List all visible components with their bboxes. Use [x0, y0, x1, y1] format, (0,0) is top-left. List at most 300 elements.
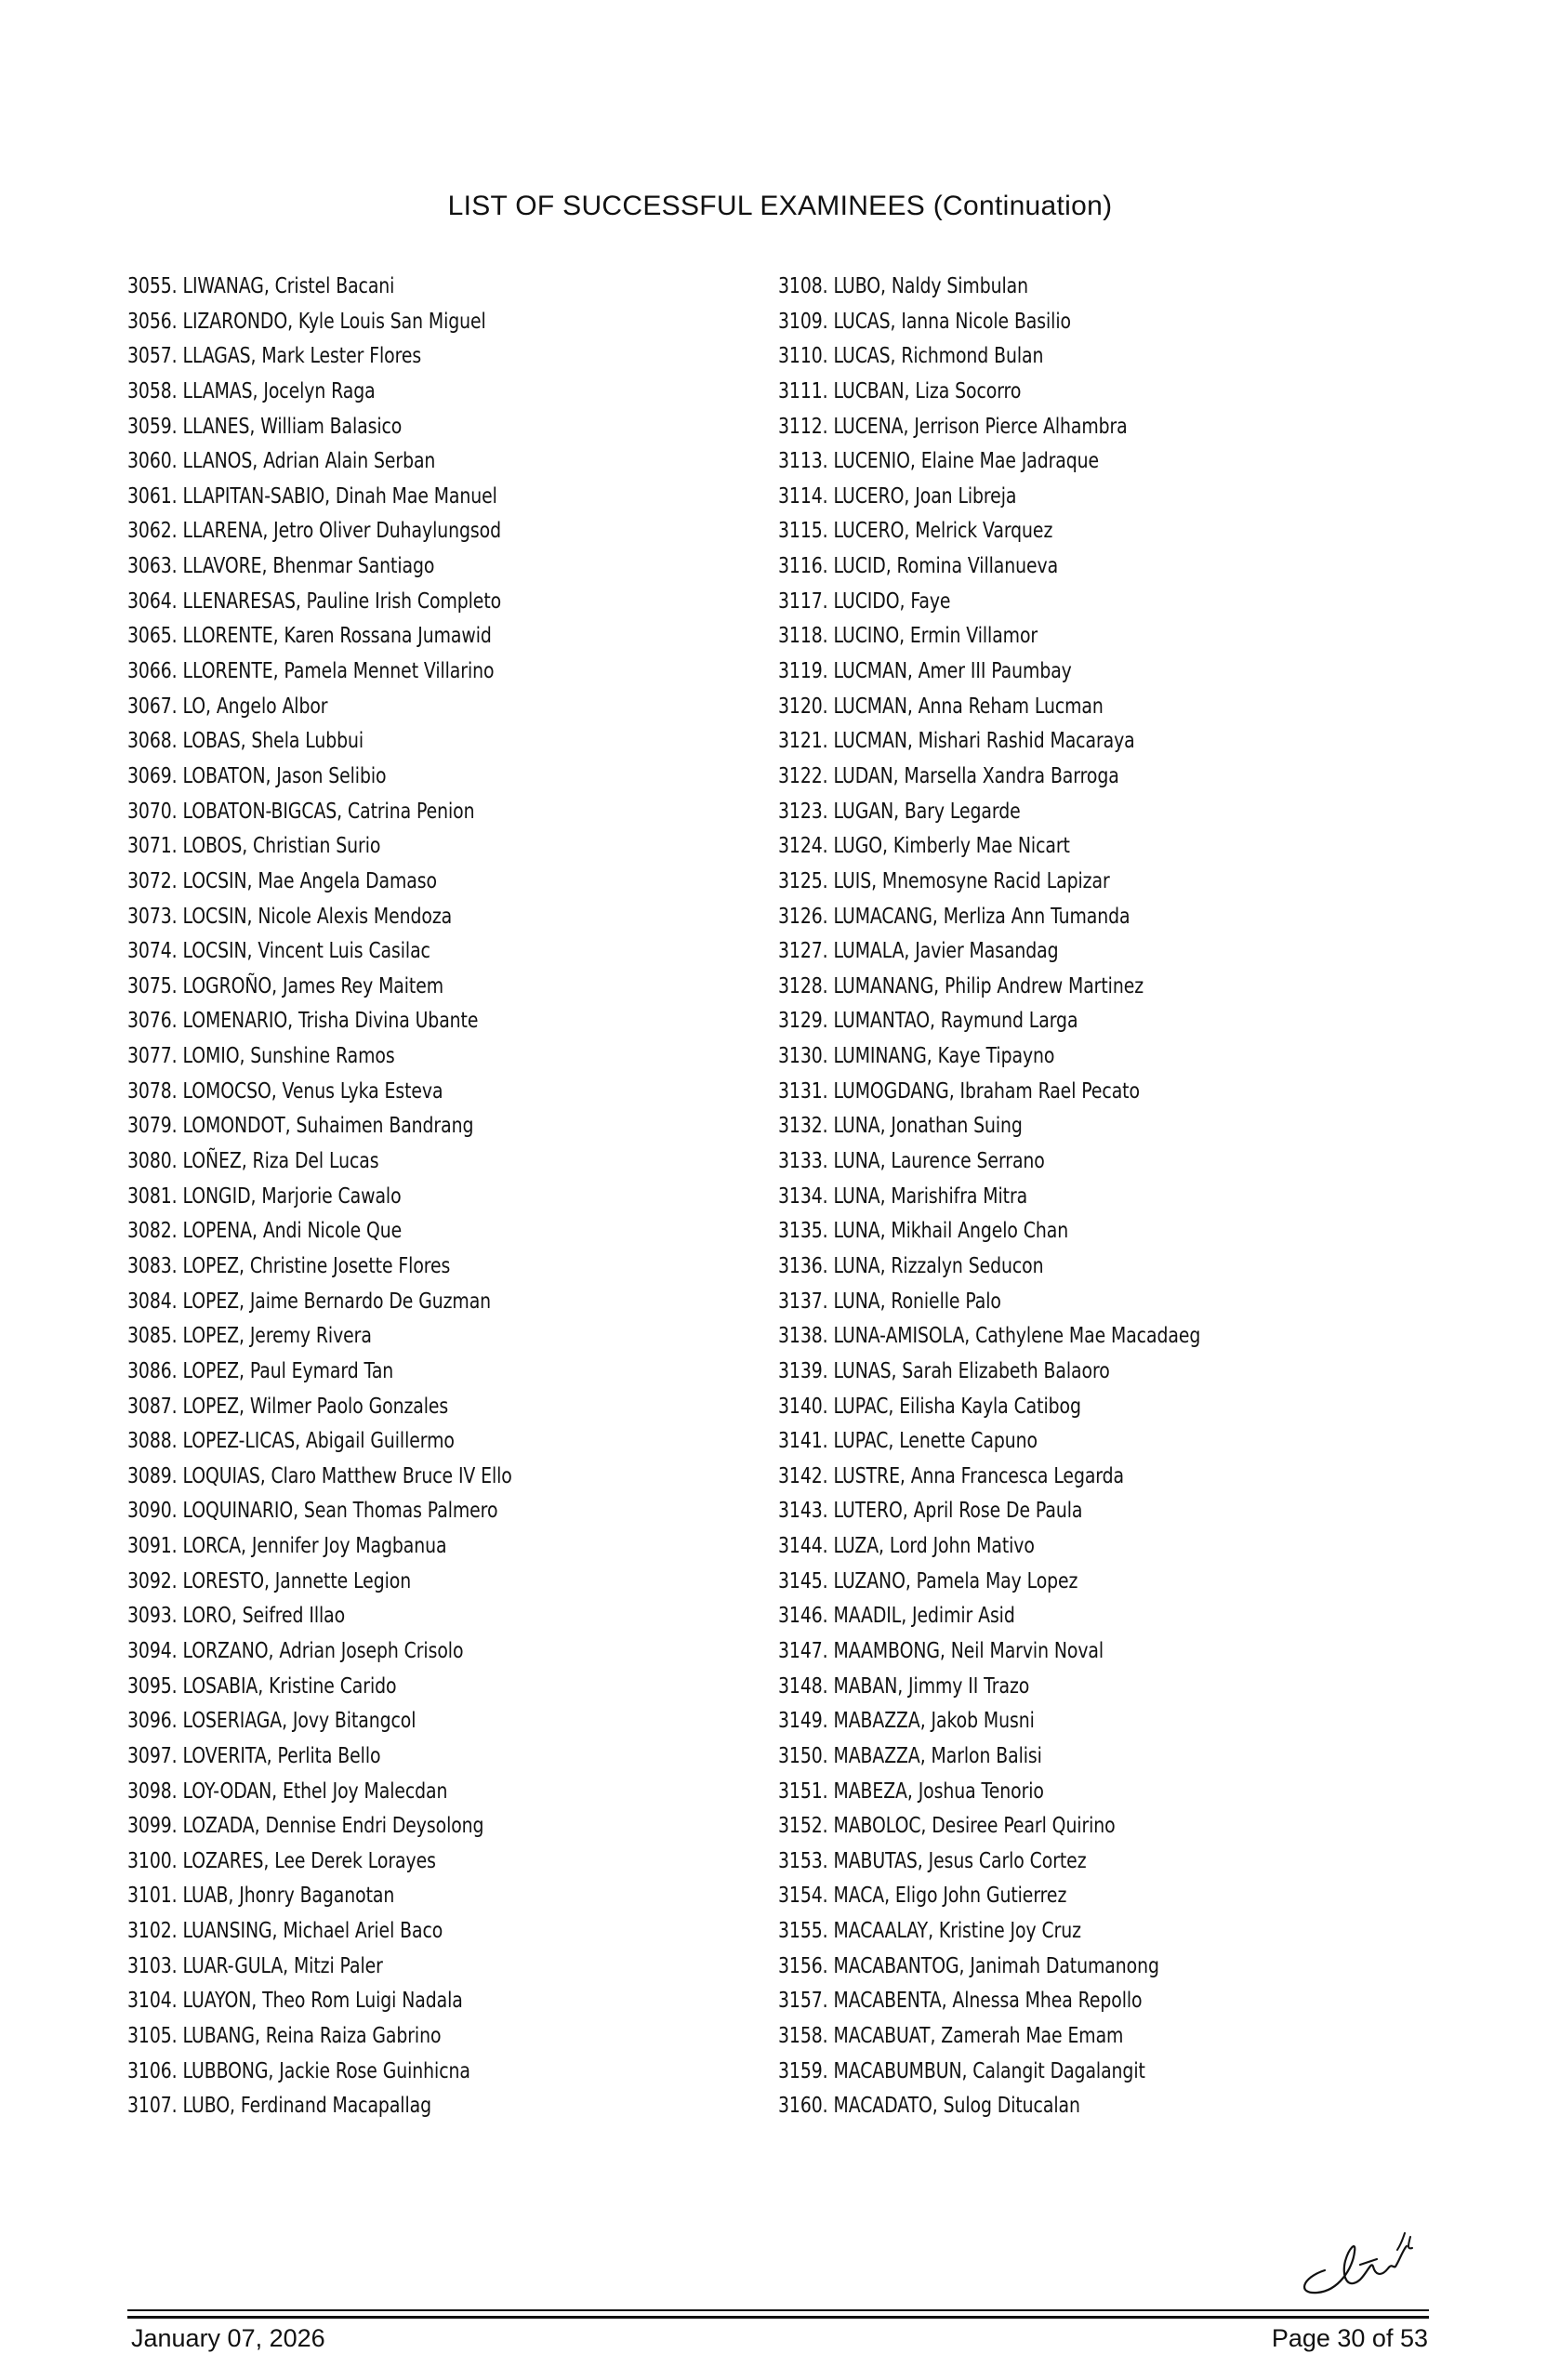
examinee-number: 3144. [778, 1534, 828, 1559]
examinee-name: MACABANTOG, Janimah Datumanong [833, 1953, 1159, 1978]
examinee-entry [778, 1529, 1327, 1565]
examinee-entry [778, 1285, 1327, 1320]
examinee-number: 3139. [778, 1358, 828, 1383]
examinee-name: LUDAN, Marsella Xandra Barroga [833, 763, 1119, 788]
examinee-entry [127, 1494, 615, 1529]
footer-date: January 07, 2026 [131, 2324, 325, 2352]
examinee-name: LOMENARIO, Trisha Divina Ubante [182, 1009, 479, 1034]
examinee-name: LIWANAG, Cristel Bacani [182, 274, 395, 298]
examinee-number: 3106. [127, 2058, 178, 2083]
examinee-name: LLAVORE, Bhenmar Santiago [182, 554, 435, 579]
examinee-name: LOZARES, Lee Derek Lorayes [182, 1848, 436, 1873]
examinee-name: LUMINANG, Kaye Tipayno [833, 1044, 1055, 1069]
examinee-number: 3153. [778, 1848, 828, 1873]
examinee-entry [778, 410, 1327, 445]
examinee-name: MAADIL, Jedimir Asid [833, 1604, 1015, 1629]
examinee-entry [778, 1984, 1327, 2019]
examinee-entry [778, 865, 1327, 900]
examinee-entry [778, 795, 1327, 830]
examinee-number: 3124. [778, 834, 828, 859]
examinee-name: LOÑEZ, Riza Del Lucas [182, 1149, 379, 1174]
examinee-name: MAAMBONG, Neil Marvin Noval [833, 1638, 1104, 1663]
examinee-number: 3055. [127, 274, 178, 298]
examinee-name: LLORENTE, Karen Rossana Jumawid [182, 624, 492, 649]
examinee-name: LUMALA, Javier Masandag [833, 939, 1059, 964]
examinee-number: 3158. [778, 2024, 828, 2049]
examinee-entry [778, 1355, 1327, 1390]
examinee-number: 3123. [778, 799, 828, 824]
examinee-entry [778, 934, 1327, 970]
examinee-number: 3089. [127, 1463, 178, 1488]
examinee-name: LUNAS, Sarah Elizabeth Balaoro [833, 1358, 1110, 1383]
examinee-entry [778, 1004, 1327, 1039]
footer-divider-thick [127, 2316, 1429, 2319]
examinee-entry [127, 654, 615, 690]
examinee-name: LOPENA, Andi Nicole Que [182, 1219, 403, 1244]
examinee-number: 3127. [778, 939, 828, 964]
examinee-name: MABAZZA, Marlon Balisi [833, 1743, 1042, 1768]
examinee-number: 3115. [778, 519, 828, 544]
examinee-entry [127, 1004, 615, 1039]
examinee-number: 3068. [127, 729, 178, 754]
examinee-entry [127, 1914, 615, 1950]
examinee-number: 3083. [127, 1253, 178, 1278]
examinee-entry [127, 1634, 615, 1670]
examinee-name: LOSABIA, Kristine Carido [182, 1673, 397, 1699]
examinee-entry [127, 1390, 615, 1425]
examinee-name: MACA, Eligo John Gutierrez [833, 1884, 1067, 1909]
examinee-number: 3108. [778, 274, 828, 298]
examinee-number: 3146. [778, 1604, 828, 1629]
examinee-entry [127, 1950, 615, 1985]
examinee-name: LUBBONG, Jackie Rose Guinhicna [182, 2058, 470, 2083]
examinee-entry [127, 585, 615, 620]
examinee-name: LORZANO, Adrian Joseph Crisolo [182, 1638, 464, 1663]
examinee-number: 3128. [778, 973, 828, 998]
examinee-number: 3095. [127, 1673, 178, 1699]
examinee-entry [127, 305, 615, 340]
examinee-entry [127, 1144, 615, 1180]
examinee-entry [127, 724, 615, 760]
examinee-entry [127, 549, 615, 585]
examinee-number: 3074. [127, 939, 178, 964]
examinee-name: LOCSIN, Vincent Luis Casilac [182, 939, 430, 964]
examinee-name: LOGROÑO, James Rey Maitem [182, 973, 444, 998]
examinee-name: LUPAC, Eilisha Kayla Catibog [833, 1394, 1081, 1419]
examinee-number: 3064. [127, 588, 178, 614]
examinee-number: 3105. [127, 2024, 178, 2049]
examinee-entry [127, 1460, 615, 1495]
examinee-number: 3126. [778, 904, 828, 929]
examinee-name: MACADATO, Sulog Ditucalan [833, 2094, 1080, 2119]
examinee-number: 3111. [778, 378, 828, 403]
examinee-name: LUSTRE, Anna Francesca Legarda [833, 1463, 1125, 1488]
examinee-entry [127, 900, 615, 935]
examinee-number: 3093. [127, 1604, 178, 1629]
footer-divider [127, 2309, 1429, 2311]
examinee-number: 3112. [778, 414, 828, 439]
examinee-name: LUCERO, Joan Librejа [833, 483, 1017, 509]
examinee-entry [778, 1599, 1327, 1634]
examinee-name: MABOLOC, Desiree Pearl Quirino [833, 1814, 1116, 1839]
examinee-name: LOZADA, Dennise Endri Deysolong [182, 1814, 484, 1839]
examinee-entry [127, 1039, 615, 1075]
examinee-entry [127, 934, 615, 970]
examinee-number: 3101. [127, 1884, 178, 1909]
examinee-name: LLANES, William Balasico [182, 414, 403, 439]
examinee-name: LLAPITAN-SABIO, Dinah Mae Manuel [182, 483, 497, 509]
examinee-number: 3121. [778, 729, 828, 754]
examinee-name: MABUTAS, Jesus Carlo Cortez [833, 1848, 1087, 1873]
examinee-name: LUIS, Mnemosyne Racid Lapizar [833, 868, 1110, 893]
examinee-name: LLAMAS, Jocelyn Raga [182, 378, 376, 403]
examinee-number: 3065. [127, 624, 178, 649]
examinee-name: LONGID, Marjorie Cawalo [182, 1183, 402, 1209]
examinee-entry [778, 1390, 1327, 1425]
examinee-number: 3160. [778, 2094, 828, 2119]
examinee-entry [778, 1670, 1327, 1705]
examinee-name: LOPEZ, Jeremy Rivera [182, 1324, 372, 1349]
examinee-entry [127, 760, 615, 795]
examinee-number: 3092. [127, 1568, 178, 1593]
examinee-entry [127, 480, 615, 515]
examinee-entry [127, 444, 615, 480]
examinee-entry [778, 1109, 1327, 1144]
examinee-number: 3085. [127, 1324, 178, 1349]
examinee-name: LOQUINARIO, Sean Thomas Palmero [182, 1499, 498, 1524]
examinee-entry [778, 2089, 1327, 2124]
examinee-number: 3142. [778, 1463, 828, 1488]
examinee-entry [778, 1319, 1327, 1355]
examinee-entry [778, 760, 1327, 795]
page-title: LIST OF SUCCESSFUL EXAMINEES (Continuation) [447, 191, 1113, 221]
examinee-number: 3067. [127, 694, 178, 719]
examinee-number: 3070. [127, 799, 178, 824]
examinee-number: 3079. [127, 1114, 178, 1139]
examinee-name: LUCENIO, Elaine Mae Jadraque [833, 449, 1100, 474]
examinee-name: LOMONDOT, Suhaimen Bandrang [182, 1114, 474, 1139]
examinee-entry [778, 690, 1327, 725]
examinee-entry [778, 1424, 1327, 1460]
examinee-name: LUCMAN, Amer III Paumbay [833, 659, 1072, 684]
examinee-number: 3090. [127, 1499, 178, 1524]
examinee-name: LUZA, Lord John Mativo [833, 1534, 1035, 1559]
examinee-number: 3073. [127, 904, 178, 929]
examinee-number: 3137. [778, 1289, 828, 1314]
examinee-entry [778, 654, 1327, 690]
examinee-name: LOPEZ, Wilmer Paolo Gonzales [182, 1394, 449, 1419]
examinee-entry [127, 1775, 615, 1810]
examinee-number: 3116. [778, 554, 828, 579]
examinee-number: 3069. [127, 763, 178, 788]
examinee-entry [127, 270, 615, 305]
examinee-number: 3084. [127, 1289, 178, 1314]
examinee-entry [778, 305, 1327, 340]
examinee-name: LOMOCSO, Venus Lyka Esteva [182, 1078, 443, 1104]
examinee-entry [127, 1214, 615, 1250]
examinee-entry [778, 1565, 1327, 1600]
footer-page-number: Page 30 of 53 [1271, 2324, 1428, 2352]
examinee-name: LUPAC, Lenette Capuno [833, 1429, 1038, 1454]
examinee-entry [778, 480, 1327, 515]
examinee-entry [127, 1250, 615, 1285]
examinee-number: 3154. [778, 1884, 828, 1909]
examinee-number: 3140. [778, 1394, 828, 1419]
examinee-number: 3117. [778, 588, 828, 614]
examinee-entry [127, 1704, 615, 1739]
examinee-number: 3159. [778, 2058, 828, 2083]
examinee-entry [778, 1075, 1327, 1110]
examinee-name: LUMANANG, Philip Andrew Martinez [833, 973, 1144, 998]
examinee-entry [778, 619, 1327, 654]
examinee-name: LUNA, Marishifra Mitra [833, 1183, 1028, 1209]
examinee-name: LLANOS, Adrian Alain Serban [182, 449, 436, 474]
signature-mark [1288, 2213, 1446, 2306]
examinee-number: 3151. [778, 1778, 828, 1804]
examinee-entry [127, 1599, 615, 1634]
examinee-entry [127, 514, 615, 549]
examinee-name: LUNA, Laurence Serrano [833, 1149, 1045, 1174]
examinee-entry [127, 795, 615, 830]
examinee-name: MACABENTA, Alnessa Mhea Repollo [833, 1989, 1143, 2014]
examinee-entry [778, 375, 1327, 410]
examinee-number: 3136. [778, 1253, 828, 1278]
examinee-number: 3097. [127, 1743, 178, 1768]
examinee-entry [127, 1529, 615, 1565]
examinee-name: LUNA, Ronielle Palo [833, 1289, 1001, 1314]
examinee-number: 3107. [127, 2094, 178, 2119]
examinee-number: 3130. [778, 1044, 828, 1069]
examinee-number: 3078. [127, 1078, 178, 1104]
examinee-entry [127, 690, 615, 725]
examinee-name: LOCSIN, Nicole Alexis Mendoza [182, 904, 453, 929]
examinee-name: LOCSIN, Mae Angela Damaso [182, 868, 437, 893]
examinee-entry [778, 585, 1327, 620]
examinee-number: 3132. [778, 1114, 828, 1139]
examinee-name: LOMIO, Sunshine Ramos [182, 1044, 395, 1069]
examinee-entry [127, 2089, 615, 2124]
examinee-number: 3150. [778, 1743, 828, 1768]
examinee-number: 3102. [127, 1919, 178, 1944]
examinee-entry [127, 619, 615, 654]
examinee-name: LUNA, Rizzalyn Seducon [833, 1253, 1044, 1278]
examinee-entry [127, 1109, 615, 1144]
examinee-name: LUBO, Ferdinand Macapallag [182, 2094, 431, 2119]
examinee-name: LORO, Seifred Illao [182, 1604, 346, 1629]
examinee-entry [778, 1460, 1327, 1495]
examinee-name: LORESTO, Jannette Legion [182, 1568, 412, 1593]
examinee-number: 3060. [127, 449, 178, 474]
examinee-number: 3109. [778, 309, 828, 334]
examinee-name: LOQUIAS, Claro Matthew Bruce IV Ello [182, 1463, 512, 1488]
examinee-number: 3094. [127, 1638, 178, 1663]
examinee-name: LUBANG, Reina Raiza Gabrino [182, 2024, 442, 2049]
examinee-number: 3088. [127, 1429, 178, 1454]
examinee-name: LUCINO, Ermin Villamor [833, 624, 1038, 649]
examinee-name: LOPEZ, Christine Josette Flores [182, 1253, 451, 1278]
examinee-name: LUCAS, Richmond Bulan [833, 344, 1044, 369]
examinee-name: LLENARESAS, Pauline Irish Completo [182, 588, 502, 614]
examinee-number: 3075. [127, 973, 178, 998]
examinee-name: MABAN, Jimmy II Trazo [833, 1673, 1030, 1699]
examinee-number: 3059. [127, 414, 178, 439]
examinee-name: LUMOGDANG, Ibraham Rael Pecato [833, 1078, 1140, 1104]
examinee-name: MABAZZA, Jakob Musni [833, 1709, 1035, 1734]
examinee-list-right [778, 270, 1448, 2124]
examinee-entry [778, 339, 1327, 375]
examinee-name: LUCMAN, Mishari Rashid Macaraya [833, 729, 1135, 754]
examinee-entry [127, 1355, 615, 1390]
examinee-name: LOBATON-BIGCAS, Catrina Penion [182, 799, 475, 824]
examinee-number: 3134. [778, 1183, 828, 1209]
examinee-number: 3118. [778, 624, 828, 649]
examinee-name: LIZARONDO, Kyle Louis San Miguel [182, 309, 486, 334]
examinee-entry [127, 2055, 615, 2090]
examinee-name: LUANSING, Michael Ariel Baco [182, 1919, 443, 1944]
examinee-entry [127, 339, 615, 375]
examinee-entry [778, 1214, 1327, 1250]
examinee-number: 3087. [127, 1394, 178, 1419]
examinee-entry [778, 970, 1327, 1005]
examinee-name: LUNA, Mikhail Angelo Chan [833, 1219, 1069, 1244]
examinee-entry [127, 970, 615, 1005]
examinee-name: LUMANTAO, Raymund Larga [833, 1009, 1078, 1034]
examinee-entry [778, 549, 1327, 585]
examinee-name: LOVERITA, Perlita Bello [182, 1743, 381, 1768]
examinee-number: 3148. [778, 1673, 828, 1699]
examinee-entry [778, 1180, 1327, 1215]
examinee-entry [127, 829, 615, 865]
examinee-number: 3138. [778, 1324, 828, 1349]
examinee-number: 3056. [127, 309, 178, 334]
examinee-number: 3147. [778, 1638, 828, 1663]
examinee-entry [778, 1634, 1327, 1670]
examinee-entry [778, 1739, 1327, 1775]
examinee-entry [127, 1879, 615, 1914]
examinee-number: 3157. [778, 1989, 828, 2014]
examinee-entry [778, 829, 1327, 865]
examinee-number: 3114. [778, 483, 828, 509]
examinee-number: 3100. [127, 1848, 178, 1873]
examinee-entry [127, 2019, 615, 2055]
examinee-entry [778, 1144, 1327, 1180]
examinee-name: LOBATON, Jason Selibio [182, 763, 387, 788]
examinee-name: LUCMAN, Anna Reham Lucman [833, 694, 1104, 719]
examinee-entry [778, 2055, 1327, 2090]
examinee-entry [127, 1075, 615, 1110]
examinee-entry [778, 2019, 1327, 2055]
examinee-name: LUAB, Jhonry Baganotan [182, 1884, 395, 1909]
examinee-name: MABEZA, Joshua Tenorio [833, 1778, 1044, 1804]
examinee-number: 3080. [127, 1149, 178, 1174]
examinee-name: LOPEZ-LICAS, Abigail Guillermo [182, 1429, 455, 1454]
examinee-name: LUTERO, April Rose De Paula [833, 1499, 1083, 1524]
examinee-number: 3149. [778, 1709, 828, 1734]
examinee-entry [127, 1319, 615, 1355]
examinee-number: 3099. [127, 1814, 178, 1839]
examinee-name: LOY-ODAN, Ethel Joy Malecdan [182, 1778, 448, 1804]
examinee-name: LOPEZ, Jaime Bernardo De Guzman [182, 1289, 492, 1314]
examinee-name: LUNA-AMISOLA, Cathylene Mae Macadaeg [833, 1324, 1201, 1349]
examinee-name: LORCA, Jennifer Joy Magbanua [182, 1534, 447, 1559]
examinee-entry [778, 1250, 1327, 1285]
examinee-entry [127, 865, 615, 900]
examinee-entry [778, 270, 1327, 305]
examinee-entry [778, 1914, 1327, 1950]
examinee-number: 3062. [127, 519, 178, 544]
examinee-number: 3063. [127, 554, 178, 579]
examinee-number: 3081. [127, 1183, 178, 1209]
examinee-entry [127, 410, 615, 445]
examinee-entry [778, 1494, 1327, 1529]
examinee-name: LO, Angelo Albor [182, 694, 328, 719]
examinee-number: 3066. [127, 659, 178, 684]
examinee-entry [778, 1879, 1327, 1914]
examinee-name: LUBO, Naldy Simbulan [833, 274, 1028, 298]
examinee-number: 3061. [127, 483, 178, 509]
examinee-entry [127, 1565, 615, 1600]
examinee-number: 3119. [778, 659, 828, 684]
examinee-entry [127, 1670, 615, 1705]
examinee-entry [127, 1424, 615, 1460]
examinee-name: LUCIDO, Faye [833, 588, 951, 614]
examinee-entry [778, 1775, 1327, 1810]
examinee-name: MACABUAT, Zamerah Mae Emam [833, 2024, 1124, 2049]
examinee-number: 3103. [127, 1953, 178, 1978]
examinee-number: 3072. [127, 868, 178, 893]
examinee-number: 3156. [778, 1953, 828, 1978]
examinee-number: 3155. [778, 1919, 828, 1944]
examinee-name: LOBAS, Shela Lubbui [182, 729, 364, 754]
examinee-name: LUAR-GULA, Mitzi Paler [182, 1953, 383, 1978]
examinee-name: LUNA, Jonathan Suing [833, 1114, 1023, 1139]
examinee-number: 3091. [127, 1534, 178, 1559]
examinee-name: LOPEZ, Paul Eymard Tan [182, 1358, 394, 1383]
examinee-name: MACAALAY, Kristine Joy Cruz [833, 1919, 1081, 1944]
examinee-number: 3143. [778, 1499, 828, 1524]
examinee-number: 3110. [778, 344, 828, 369]
examinee-name: LLAGAS, Mark Lester Flores [182, 344, 422, 369]
examinee-name: LUCERO, Melrick Varquez [833, 519, 1053, 544]
examinee-entry [127, 375, 615, 410]
examinee-name: LLORENTE, Pamela Mennet Villarino [182, 659, 495, 684]
examinee-entry [778, 444, 1327, 480]
examinee-number: 3145. [778, 1568, 828, 1593]
examinee-name: MACABUMBUN, Calangit Dagalangit [833, 2058, 1145, 2083]
examinee-number: 3098. [127, 1778, 178, 1804]
examinee-list-left [127, 270, 722, 2124]
examinee-entry [778, 1809, 1327, 1844]
examinee-number: 3057. [127, 344, 178, 369]
examinee-number: 3133. [778, 1149, 828, 1174]
examinee-entry [127, 1844, 615, 1880]
examinee-number: 3141. [778, 1429, 828, 1454]
examinee-entry [127, 1285, 615, 1320]
examinee-name: LUCBAN, Liza Socorro [833, 378, 1022, 403]
examinee-number: 3082. [127, 1219, 178, 1244]
examinee-name: LUMACANG, Merliza Ann Tumanda [833, 904, 1130, 929]
examinee-entry [127, 1739, 615, 1775]
examinee-entry [778, 1950, 1327, 1985]
examinee-entry [778, 1039, 1327, 1075]
examinee-number: 3129. [778, 1009, 828, 1034]
examinee-number: 3086. [127, 1358, 178, 1383]
examinee-entry [127, 1809, 615, 1844]
examinee-name: LUGO, Kimberly Mae Nicart [833, 834, 1070, 859]
examinee-name: LUCENA, Jerrison Pierce Alhambra [833, 414, 1128, 439]
examinee-number: 3125. [778, 868, 828, 893]
examinee-number: 3135. [778, 1219, 828, 1244]
